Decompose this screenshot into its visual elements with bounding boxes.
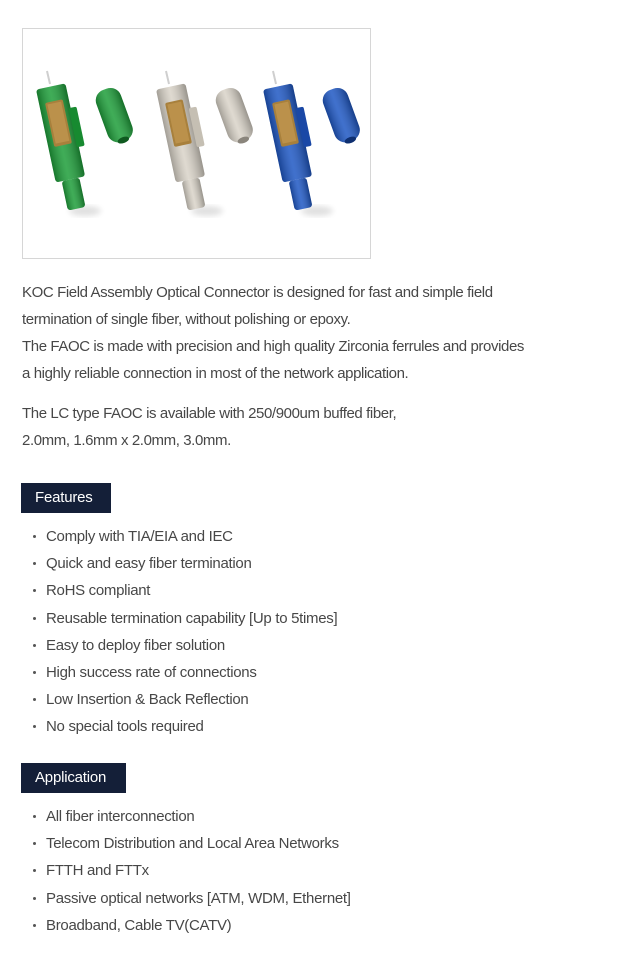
bullet-icon [33,671,36,674]
description-line: termination of single fiber, without polishing or epoxy. [22,311,351,328]
feature-item [30,523,337,550]
availability-text [22,400,396,454]
feature-text: RoHS compliant [46,582,151,600]
application-text: All fiber interconnection [46,808,195,825]
application-list [30,803,351,939]
green-connector [36,71,137,216]
bullet-icon [33,589,36,592]
bullet-icon [33,617,36,620]
feature-item [30,605,337,632]
beige-connector [156,71,257,216]
features-list [30,523,337,741]
bullet-icon [33,644,36,647]
bullet-icon [33,842,36,845]
bullet-icon [33,897,36,900]
feature-text: Easy to deploy fiber solution [46,636,225,654]
feature-text: Comply with TIA/EIA and IEC [46,528,233,545]
feature-item [30,659,337,686]
description-line: The FAOC is made with precision and high quality Zirconia ferrules and provides [22,338,524,355]
feature-text: Quick and easy fiber termination [46,555,252,573]
feature-item [30,686,337,713]
application-heading: Application [21,763,126,793]
availability-line: 2.0mm, 1.6mm x 2.0mm, 3.0mm. [22,432,231,449]
product-photo [22,28,371,259]
bullet-icon [33,869,36,872]
feature-item [30,577,337,604]
application-text: Broadband, Cable TV(CATV) [46,916,232,934]
features-heading: Features [21,483,111,513]
application-text: Telecom Distribution and Local Area Networks [46,835,339,853]
application-item [30,803,351,830]
application-item [30,912,351,939]
bullet-icon [33,924,36,927]
application-item [30,885,351,912]
bullet-icon [33,725,36,728]
bullet-icon [33,535,36,538]
availability-line: The LC type FAOC is available with 250/900um buffed fiber, [22,405,397,422]
product-description [22,279,524,387]
connectors-illustration [23,29,370,258]
application-item [30,857,351,884]
feature-item [30,550,337,577]
feature-text: High success rate of connections [46,663,257,681]
bullet-icon [33,562,36,565]
feature-item [30,713,337,740]
feature-text: No special tools required [46,718,204,736]
bullet-icon [33,815,36,818]
application-item [30,830,351,857]
bullet-icon [33,698,36,701]
application-text: Passive optical networks [ATM, WDM, Ethernet] [46,889,351,907]
blue-connector [263,71,364,216]
description-line: a highly reliable connection in most of the network application. [22,365,409,382]
application-text: FTTH and FTTx [46,862,149,880]
description-line: KOC Field Assembly Optical Connector is designed for fast and simple field [22,284,493,301]
feature-text: Reusable termination capability [Up to 5times] [46,609,338,627]
feature-text: Low Insertion & Back Reflection [46,691,249,709]
feature-item [30,632,337,659]
